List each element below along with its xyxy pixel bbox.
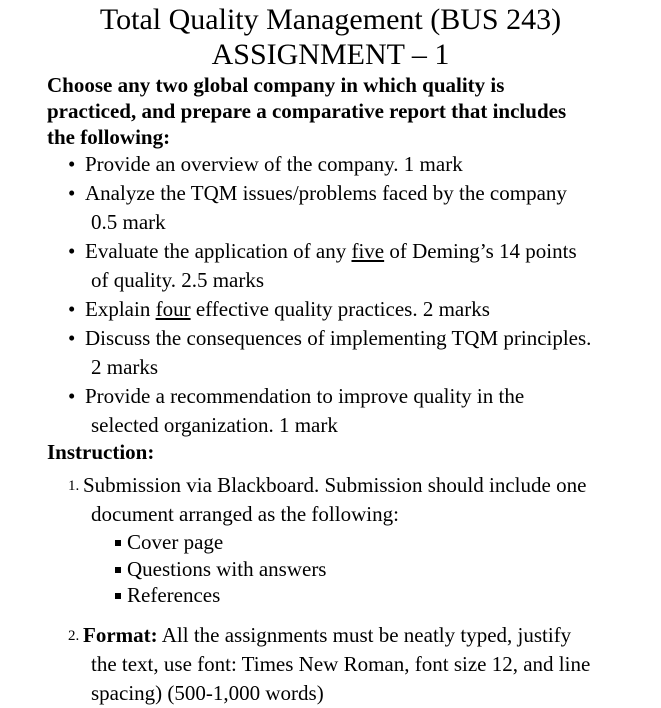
document-parts-list — [91, 529, 661, 609]
requirement-analyze — [0, 179, 661, 237]
underlined-word: five — [351, 239, 385, 263]
bullet-icon: • — [68, 384, 76, 408]
requirement-text: Discuss the consequences of implementing TQM principles. — [85, 326, 592, 350]
instruction-list — [0, 471, 661, 708]
document-part-item: References — [91, 582, 661, 609]
document-part-item: Questions with answers — [91, 556, 661, 583]
requirement-text: Provide a recommendation to improve quality in the — [85, 384, 525, 408]
assignment-subtitle: ASSIGNMENT – 1 — [211, 38, 450, 71]
underlined-word: four — [155, 297, 191, 321]
instruction-item-format — [0, 621, 661, 708]
square-bullet-icon — [115, 540, 121, 546]
requirement-text: Analyze the TQM issues/problems faced by the company — [85, 181, 567, 205]
intro-line: the following: — [47, 125, 171, 149]
item-number: 1. — [68, 478, 80, 494]
requirement-text: Explain four effective quality practices. 2 marks — [85, 297, 490, 321]
requirement-discuss — [0, 324, 661, 382]
requirement-text: of quality. 2.5 marks — [91, 268, 265, 292]
bullet-icon: • — [68, 297, 76, 321]
instruction-text: Format: All the assignments must be neatly typed, justify — [83, 622, 572, 647]
bullet-icon: • — [68, 152, 76, 176]
instruction-heading: Instruction: — [47, 440, 155, 464]
intro-line: practiced, and prepare a comparative report that includes — [47, 99, 567, 123]
instruction-text: the text, use font: Times New Roman, font size 12, and line — [91, 651, 591, 676]
bullet-icon: • — [68, 239, 76, 263]
instruction-text: Submission via Blackboard. Submission should include one — [83, 473, 587, 497]
bullet-icon: • — [68, 181, 76, 205]
intro-paragraph — [47, 72, 647, 150]
requirements-list — [0, 150, 661, 440]
bullet-icon: • — [68, 326, 76, 350]
document-part-item: Cover page — [91, 529, 661, 556]
requirement-text: 2 marks — [91, 355, 159, 379]
requirement-explain — [0, 295, 661, 324]
format-label: Format: — [83, 622, 158, 647]
item-number: 2. — [68, 627, 80, 644]
square-bullet-icon — [115, 567, 121, 573]
square-bullet-icon — [115, 593, 121, 599]
instruction-text: document arranged as the following: — [91, 502, 399, 526]
requirement-text: Provide an overview of the company. 1 mark — [85, 152, 463, 176]
requirement-recommend — [0, 382, 661, 440]
requirement-text: selected organization. 1 mark — [91, 413, 338, 437]
instruction-text: spacing) (500-1,000 words) — [91, 680, 324, 705]
instruction-item-submission — [0, 471, 661, 609]
requirement-evaluate — [0, 237, 661, 295]
requirement-text: 0.5 mark — [91, 210, 166, 234]
intro-line: Choose any two global company in which quality is — [47, 73, 505, 97]
requirement-text: Evaluate the application of any five of Deming’s 14 points — [85, 239, 577, 263]
requirement-overview — [0, 150, 661, 179]
page-title: Total Quality Management (BUS 243) — [99, 3, 562, 36]
